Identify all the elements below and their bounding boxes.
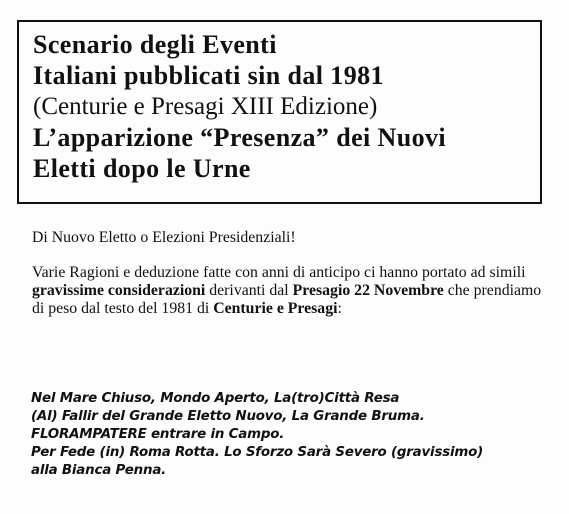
paragraph-bold-1: gravissime considerazioni <box>32 282 206 299</box>
title-box <box>17 20 542 204</box>
paragraph-bold-2: Presagio 22 Novembre <box>292 282 444 299</box>
verse-line-5: alla Bianca Penna. <box>31 463 167 478</box>
paragraph-bold-3: Centurie e Presagi <box>213 300 338 317</box>
paragraph-text-2: derivanti dal <box>205 282 293 299</box>
prophecy-verse <box>31 390 561 480</box>
verse-line-4: Per Fede (in) Roma Rotta. Lo Sforzo Sarà Severo (gravissimo) <box>31 445 484 460</box>
paragraph-text-3: che prendiamo di peso dal testo del 1981 di <box>32 282 542 317</box>
title-line-4: L’apparizione “Presenza” dei Nuovi <box>33 123 446 152</box>
title-line-5: Eletti dopo le Urne <box>33 154 251 183</box>
verse-line-2: (Al) Fallir del Grande Eletto Nuovo, La Grande Bruma. <box>31 409 425 424</box>
title-line-1: Scenario degli Eventi <box>33 30 277 59</box>
title-line-3: (Centurie e Presagi XIII Edizione) <box>33 93 378 120</box>
paragraph <box>32 264 552 318</box>
paragraph-text-1: Varie Ragioni e deduzione fatte con anni di anticipo ci hanno portato ad simili <box>32 264 526 281</box>
verse-line-1: Nel Mare Chiuso, Mondo Aperto, La(tro)Città Resa <box>31 391 400 406</box>
title-line-2: Italiani pubblicati sin dal 1981 <box>33 61 384 90</box>
body-text <box>32 229 552 318</box>
verse-line-3: FLORAMPATERE entrare in Campo. <box>31 427 285 442</box>
intro-line: Di Nuovo Eletto o Elezioni Presidenziali! <box>32 229 296 246</box>
paragraph-text-4: : <box>337 300 342 317</box>
